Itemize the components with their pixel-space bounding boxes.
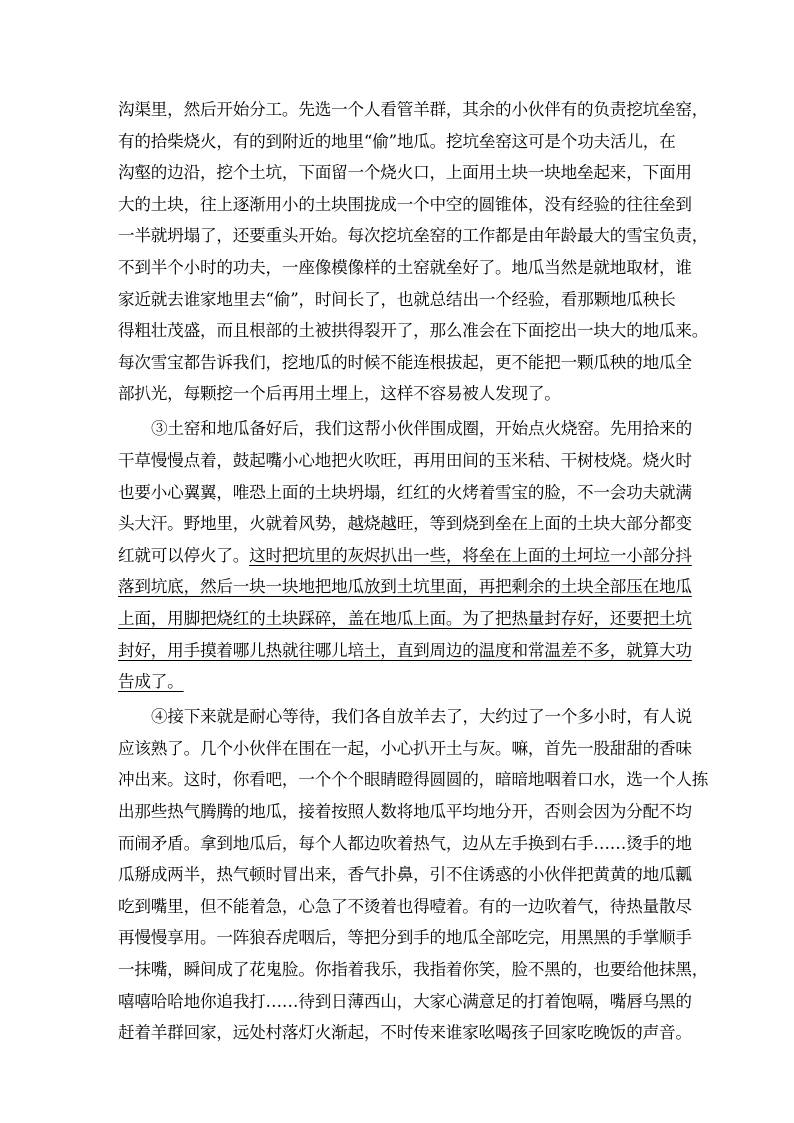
text-line: 出那些热气腾腾的地瓜，接着按照人数将地瓜平均地分开，否则会因为分配不均 (118, 802, 692, 822)
text-line: 头大汗。野地里，火就着风势，越烧越旺，等到烧到垒在上面的土块大部分都变 (118, 514, 692, 534)
paragraph-2 (118, 94, 709, 410)
text-line: 不到半个小时的功夫，一座像模像样的土窑就垒好了。地瓜当然是就地取材，谁 (118, 257, 692, 277)
underlined-passage: 这时把坑里的灰烬扒出一些，将垒在上面的土坷垃一小部分抖 (249, 545, 692, 565)
text-line: 一半就坍塌了，还要重头开始。每次挖坑垒窑的工作都是由年龄最大的雪宝负责， (118, 226, 709, 246)
text-line: 再慢慢享用。一阵狼吞虎咽后，等把分到手的地瓜全部吃完，用黑黑的手掌顺手 (118, 928, 692, 948)
text-line: 部扒光，每颗挖一个后再用土埋上，这样不容易被人发现了。 (118, 384, 561, 404)
text-line: 干草慢慢点着，鼓起嘴小心地把火吹旺，再用田间的玉米秸、干树枝烧。烧火时 (118, 451, 692, 471)
document-page (118, 94, 709, 1049)
text-line: 赶着羊群回家，远处村落灯火渐起，不时传来谁家吆喝孩子回家吃晚饭的声音。 (118, 1023, 692, 1043)
text-line: 得粗壮茂盛，而且根部的土被拱得裂开了，那么准会在下面挖出一块大的地瓜来。 (118, 321, 709, 341)
text-line: 一抹嘴，瞬间成了花鬼脸。你指着我乐，我指着你笑，脸不黑的，也要给他抹黑， (118, 960, 709, 980)
text-line: 家近就去谁家地里去“偷”，时间长了，也就总结出一个经验，看那颗地瓜秧长 (118, 289, 676, 309)
text-line (118, 540, 692, 572)
text-line: 瓜掰成两半，热气顿时冒出来，香气扑鼻，引不住诱惑的小伙伴把黄黄的地瓜瓤 (118, 865, 692, 885)
text-line: 沟壑的边沿，挖个土坑，下面留一个烧火口，上面用土块一块地垒起来，下面用 (118, 163, 692, 183)
paragraph-4 (118, 701, 709, 1049)
underlined-passage: 告成了。 (118, 672, 184, 692)
text-line (118, 635, 692, 667)
paragraph-3 (118, 413, 692, 697)
text-line: 而闹矛盾。拿到地瓜后，每个人都边吹着热气，边从左手换到右手……烫手的地 (118, 833, 692, 853)
text-line: 也要小心翼翼，唯恐上面的土块坍塌，红红的火烤着雪宝的脸，不一会功夫就满 (118, 482, 692, 502)
underlined-passage: 落到坑底，然后一块一块地把地瓜放到土坑里面，再把剩余的土块全部压在地瓜 (118, 577, 692, 597)
text-line: 吃到嘴里，但不能着急，心急了不烫着也得噎着。有的一边吹着气，待热量散尽 (118, 896, 692, 916)
text-line: 有的拾柴烧火，有的到附近的地里“偷”地瓜。挖坑垒窑这可是个功夫活儿，在 (118, 131, 676, 151)
underlined-passage: 上面，用脚把烧红的土块踩碎，盖在地瓜上面。为了把热量封存好，还要把土坑 (118, 609, 692, 628)
text-line: ④接下来就是耐心等待，我们各自放羊去了，大约过了一个多小时，有人说 (151, 707, 692, 727)
text-line (118, 603, 692, 635)
text-line: 嘻嘻哈哈地你追我打……待到日薄西山，大家心满意足的打着饱嗝，嘴唇乌黑的 (118, 991, 692, 1011)
text-line: 冲出来。这时，你看吧，一个个个眼睛瞪得圆圆的，暗暗地咽着口水，选一个人拣 (118, 770, 709, 790)
text-line: 大的土块，往上逐渐用小的土块围拢成一个中空的圆锥体，没有经验的往往垒到 (118, 194, 692, 214)
text-line (118, 666, 684, 698)
text-line: 沟渠里，然后开始分工。先选一个人看管羊群，其余的小伙伴有的负责挖坑垒窑， (118, 100, 709, 119)
text-line: ③土窑和地瓜备好后，我们这帮小伙伴围成圈，开始点火烧窑。先用拾来的 (151, 419, 692, 439)
text-line (118, 571, 692, 603)
text-segment: 红就可以停火了。 (118, 545, 250, 565)
underlined-passage: 封好，用手摸着哪儿热就往哪儿培土，直到周边的温度和常温差不多，就算大功 (118, 640, 692, 660)
text-line: 每次雪宝都告诉我们，挖地瓜的时候不能连根拔起，更不能把一颗瓜秧的地瓜全 (118, 352, 692, 372)
text-line: 应该熟了。几个小伙伴在围在一起，小心扒开土与灰。嘛，首先一股甜甜的香味 (118, 738, 692, 758)
